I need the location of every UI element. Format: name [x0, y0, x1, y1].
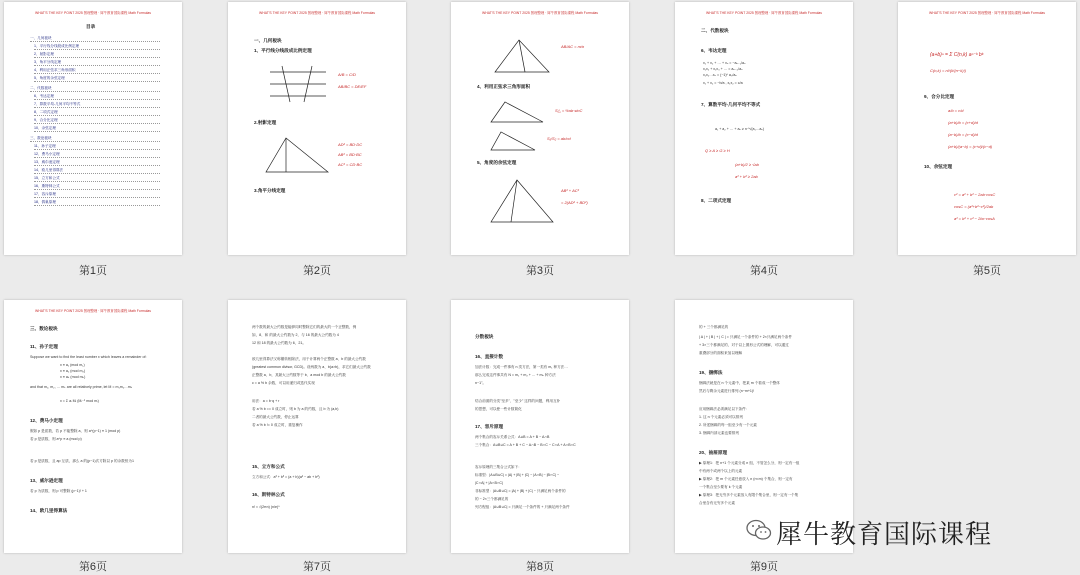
- page-thumbnail-3[interactable]: [451, 2, 629, 255]
- formula-line: x = Σ aᵢ Mᵢ (Mᵢ⁻¹ mod mᵢ): [60, 399, 99, 403]
- formula-line: 立方和公式：a³ + b³ = (a + b)(a² − ab + b²): [252, 475, 320, 479]
- stewart-triangle-figure: [487, 176, 557, 226]
- page-header: WHAT'S THE KEY POINT 2025 图理整理 · 犀牛教育国际课程 Math Formulas: [482, 11, 598, 15]
- page-header: WHAT'S THE KEY POINT 2025 图理整理 · 犀牛教育国际课程 Math Formulas: [259, 11, 375, 15]
- wechat-icon: [746, 518, 772, 542]
- page-caption: 第4页: [749, 265, 779, 277]
- theorem-heading: 14、欧几里得算法: [30, 508, 68, 513]
- theorem-heading: 2.射影定理: [254, 120, 277, 125]
- toc-item[interactable]: 10、余弦定理: [34, 126, 160, 132]
- sine-area-figure: [487, 98, 547, 154]
- theorem-heading: 16、直接计数: [475, 354, 504, 359]
- text-line: 两个集合的容斥关系公式：A∪B = A + B − A∩B: [475, 435, 550, 439]
- formula: AC² = CD·BC: [338, 162, 363, 167]
- toc-item[interactable]: 4、利用正弦求三角形面积: [34, 68, 160, 74]
- theorem-heading: 15、立方和公式: [252, 464, 285, 469]
- toc-item[interactable]: 3、角平分线定理: [34, 60, 160, 66]
- formula: C(n,k) = n!/(k!(n−k)!): [930, 68, 967, 73]
- toc-title: 目录: [86, 24, 96, 29]
- text-line: 那么完成这件事共有 N = m₁ + m₂ + … + mₙ 种方法: [475, 373, 556, 377]
- text-line: 用法：a = b·q + r: [252, 399, 280, 403]
- theorem-heading: 6、韦达定理: [701, 48, 727, 53]
- formula: a² = b² + c² − 2bc·cosA: [954, 216, 995, 221]
- theorem-heading: 1、平行线分线段成比例定理: [254, 48, 312, 53]
- formula: cosC = (a²+b²−c²)/2ab: [954, 204, 994, 209]
- text-line: 两个数的最大公约数是能够同时整除它们的最大的一个正整数，例: [252, 325, 357, 329]
- text-line: 加法计数：完成一件事有 n 类方法，第一类有 m₁ 种方法…: [475, 365, 568, 369]
- page-header: WHAT'S THE KEY POINT 2025 图理整理 · 犀牛教育国际课程 Math Formulas: [929, 11, 1045, 15]
- formula-line: x₁x₂ + x₁x₃ + … = aₙ₋₂/aₙ: [703, 67, 743, 71]
- formula-line: x ≡ aₖ (mod mₖ): [60, 375, 86, 379]
- text-line: 一个集合至少要有 k 个元素: [699, 485, 743, 489]
- formula-line: n! ≈ √(2πn) (n/e)ⁿ: [252, 505, 280, 509]
- formula: AB/BC = DE/EF: [338, 84, 367, 89]
- toc-item[interactable]: 一、几何板块: [30, 36, 160, 42]
- text-line: 若 p 是质数，且 ap 互质，那么 a 的(p−1)次方除以 p 的余数恒为1: [30, 459, 134, 463]
- page-caption: 第8页: [525, 561, 555, 573]
- formula: S₁/S₂ = ab/cd: [547, 136, 571, 141]
- section-title: 二、代数板块: [701, 28, 729, 33]
- text-line: |C∩A| + |A∩B∩C|: [475, 481, 503, 485]
- formula: (a+b)/(a−b) = (c+d)/(c−d): [948, 144, 993, 149]
- theorem-heading: 5、角度的余弦定理: [477, 160, 517, 165]
- page-caption: 第6页: [78, 561, 108, 573]
- formula-line: x₁ + x₂ + … + xₙ = −aₙ₋₁/aₙ: [703, 61, 746, 65]
- section-title: 三、数论板块: [30, 326, 58, 331]
- formula: (a+b)ⁿ = Σ C(n,k) aⁿ⁻ᵏ bᵏ: [930, 52, 984, 58]
- text-line: 若 p 是质数，则 a^p ≡ a (mod p): [30, 437, 82, 441]
- formula-line: x ≡ a₁ (mod m₁): [60, 363, 85, 367]
- page-header: WHAT'S THE KEY POINT 2025 图理整理 · 犀牛教育国际课程 Math Formulas: [35, 11, 151, 15]
- toc-item[interactable]: 13、威尔逊定理: [34, 160, 160, 166]
- page-thumbnail-1[interactable]: [4, 2, 182, 255]
- text-line: 容斥原理的三集合公式如下：: [475, 465, 522, 469]
- formula: AD² = BD·DC: [338, 142, 363, 147]
- text-line: 若 a % b == 0 成立时，则 b 为 a 的约数，且 b 为 (a,b): [252, 407, 339, 411]
- text-line: 的 − 2×三个都满足的: [475, 497, 509, 501]
- page-thumbnail-5[interactable]: [898, 2, 1076, 255]
- toc-item[interactable]: 三、数论板块: [30, 136, 160, 142]
- text-line: 捆绑法就是在 n 个元素中，把某 m 个看成一个整体: [699, 381, 780, 385]
- text-line: Suppose we want to find the least number x which leaves a remainder of:: [30, 355, 147, 359]
- text-line: 二者的最大公约数，停止运算: [252, 415, 299, 419]
- text-line: 正整数 a、b，其最大公约数等于 b、a mod b 的最大公约数: [252, 373, 346, 377]
- theorem-heading: 20、抽屉原理: [699, 450, 728, 455]
- theorem-heading: 9、合分比定理: [924, 94, 955, 99]
- theorem-heading: 7、算数平均-几何平均不等式: [701, 102, 761, 107]
- toc-item[interactable]: 2、射影定理: [34, 52, 160, 58]
- theorem-heading: 19、捆绑法: [699, 370, 723, 375]
- theorem-heading: 3.角平分线定理: [254, 188, 286, 193]
- formula: S△ = ½ab·sinC: [555, 108, 583, 113]
- toc-item[interactable]: 16、斯特林公式: [34, 184, 160, 190]
- toc-item[interactable]: 6、韦达定理: [34, 94, 160, 100]
- page-caption: 第2页: [302, 265, 332, 277]
- text-line: 1. 这 n 个元素必须可以排列: [699, 415, 743, 419]
- page-caption: 第7页: [302, 561, 332, 573]
- toc-item[interactable]: 8、二项式定理: [34, 110, 160, 116]
- formula-line: x₁ + x₂ = −b/a , x₁x₂ = c/a: [703, 81, 743, 85]
- formula: Q ≥ A ≥ G ≥ H: [705, 148, 730, 153]
- text-line: 应用捆绑法必须满足以下条件：: [699, 407, 750, 411]
- text-line: 2. 所述捆绑的每一组至少有一个元素: [699, 423, 757, 427]
- text-line: 12 和 18 的最大公约数为 6，21。: [252, 341, 306, 345]
- toc-item[interactable]: 12、费马小定理: [34, 152, 160, 158]
- formula: A/B = C/D: [338, 72, 356, 77]
- text-line: (greatest common divisor, GCD)。设两数为 a、b(a>b)，求它们最大公约数: [252, 365, 371, 369]
- page-thumbnail-7[interactable]: [228, 300, 406, 553]
- formula-line: x₁x₂…xₙ = (−1)ⁿ a₀/aₙ: [703, 73, 737, 77]
- theorem-heading: 11、孙子定理: [30, 344, 58, 349]
- section-title: 一、几何板块: [254, 38, 282, 43]
- toc-item[interactable]: 二、代数板块: [30, 86, 160, 92]
- formula-line: a₁ + a₂ + … + aₙ ≥ n·ⁿ√(a₁…aₙ): [715, 127, 764, 131]
- bisector-triangle-figure: [491, 36, 553, 76]
- formula: = 2(AD² + BD²): [561, 200, 588, 205]
- formula: AB² = BD·BC: [338, 152, 362, 157]
- page-header: WHAT'S THE KEY POINT 2025 图理整理 · 犀牛教育国际课程 Math Formulas: [706, 11, 822, 15]
- formula: (a−b)/b = (c−d)/d: [948, 132, 978, 137]
- text-line: 标准型：|A∪B∪C| = |A| + |B| + |C| − |A∩B| − |B∩C| −: [475, 473, 560, 477]
- text-line: 欧几里得算法又称辗转相除法，用于计算两个正整数 a、b 的最大公约数: [252, 357, 366, 361]
- text-line: 的思想，可以使一些计数简化: [475, 407, 522, 411]
- parallel-lines-figure: [268, 64, 328, 104]
- formula: AB/AC = m/n: [561, 44, 585, 49]
- text-line: and that m₁, m₂, … mₖ are all relatively prime, let M = m₁m₂…mₖ: [30, 385, 133, 389]
- page-thumbnail-6[interactable]: [4, 300, 182, 553]
- text-line: 三个集合：A∪B∪C = A + B + C − A∩B − B∩C − C∩A + A∩B∩C: [475, 443, 576, 447]
- page-header: WHAT'S THE KEY POINT 2025 图理整理 · 犀牛教育国际课程 Math Formulas: [35, 309, 151, 313]
- theorem-heading: 17、容斥原理: [475, 424, 504, 429]
- theorem-heading: 12、费马小定理: [30, 418, 63, 423]
- theorem-heading: 4、利用正弦求三角形面积: [477, 84, 531, 89]
- page-caption: 第5页: [972, 265, 1002, 277]
- page-caption: 第9页: [749, 561, 779, 573]
- text-line: 非标准型：|A∪B∪C| = |A| + |B| + |C| − 只满足两个条件的: [475, 489, 566, 493]
- theorem-heading: 8、二项式定理: [701, 198, 732, 203]
- toc-item[interactable]: 11、孙子定理: [34, 144, 160, 150]
- page-caption: 第1页: [78, 265, 108, 277]
- toc-item[interactable]: 17、容斥原理: [34, 192, 160, 198]
- text-line: ▶ 原理3：把无穷多个元素放入有限个集合里，则一定有一个集: [699, 493, 799, 497]
- page-thumbnail-4[interactable]: [675, 2, 853, 255]
- text-line: 的 + 三个都满足的: [699, 325, 729, 329]
- text-line: c = a % b 余数，可以用递归或迭代实现: [252, 381, 315, 385]
- text-line: 若 p 为质数，则 p 可整除 (p−1)! + 1: [30, 489, 87, 493]
- text-line: 3. 捆绑内部元素也要排列: [699, 431, 739, 435]
- formula: AB² + AC²: [561, 188, 579, 193]
- text-line: 重叠部分的面积来加以理解: [699, 351, 743, 355]
- text-line: 中有两个或两个以上的元素: [699, 469, 743, 473]
- text-line: | A | + | B | + | C | = 只满足一个条件的 + 2×只满足两个条件: [699, 335, 792, 339]
- formula: c² = a² + b² − 2ab·cosC: [954, 192, 996, 197]
- text-line: 假如 p 是质数，若 p 不能整除 a，则 a^(p−1) ≡ 1 (mod p): [30, 429, 121, 433]
- text-line: 列方程组：|A∪B∪C| = 只满足一个条件的 + 只满足两个条件: [475, 505, 570, 509]
- toc-item[interactable]: 7、算数平均-几何平均不等式: [34, 102, 160, 108]
- page-thumbnail-2[interactable]: [228, 2, 406, 255]
- toc-item[interactable]: 18、鸽巢原理: [34, 200, 160, 206]
- formula: a/b = c/d: [948, 108, 964, 113]
- toc-item[interactable]: 1、平行线分线段成比例定理: [34, 44, 160, 50]
- text-line: n−1"。: [475, 381, 486, 385]
- page-thumbnail-8[interactable]: [451, 300, 629, 553]
- toc-item[interactable]: 14、欧几里得算法: [34, 168, 160, 174]
- formula: a² + b² ≥ 2ab: [735, 174, 758, 179]
- text-line: 若 a % b != 0 成立时，重复操作: [252, 423, 303, 427]
- page-caption: 第3页: [525, 265, 555, 277]
- formula-line: x ≡ a₂ (mod m₂): [60, 369, 86, 373]
- text-line: 结合前面的分类"至多"、"至少" 这样的问题，利用互补: [475, 399, 561, 403]
- text-line: ▶ 原理2：把 m 个元素任意放入 n (n<m) 个集合，则一定有: [699, 477, 793, 481]
- section-title: 分数板块: [475, 334, 494, 339]
- text-line: ▶ 原理1：把 n+1 个元素分成 n 组，不管怎么分，则一定有一组: [699, 461, 800, 465]
- text-line: + 3×三个都满足的，对于以上图形公式的理解，可以通过: [699, 343, 789, 347]
- right-triangle-figure: [262, 134, 332, 176]
- text-line: 然后与剩余元素进行排列 (n−m+1)!: [699, 389, 755, 393]
- formula: (a+b)/b = (c+d)/d: [948, 120, 978, 125]
- text-line: 合里含有无穷多个元素: [699, 501, 735, 505]
- theorem-heading: 10、余弦定理: [924, 164, 953, 169]
- toc-item[interactable]: 5、角度的余弦定理: [34, 76, 160, 82]
- formula: (a+b)/2 ≥ √ab: [735, 162, 759, 167]
- watermark-text: 犀牛教育国际课程: [776, 519, 993, 549]
- toc-item[interactable]: 15、立方和公式: [34, 176, 160, 182]
- toc-item[interactable]: 9、合分比定理: [34, 118, 160, 124]
- text-line: 如，8、和 的最大公约数为 2，与 16 的最大公约数为 4: [252, 333, 339, 337]
- theorem-heading: 16、斯特林公式: [252, 492, 285, 497]
- theorem-heading: 13、威尔逊定理: [30, 478, 63, 483]
